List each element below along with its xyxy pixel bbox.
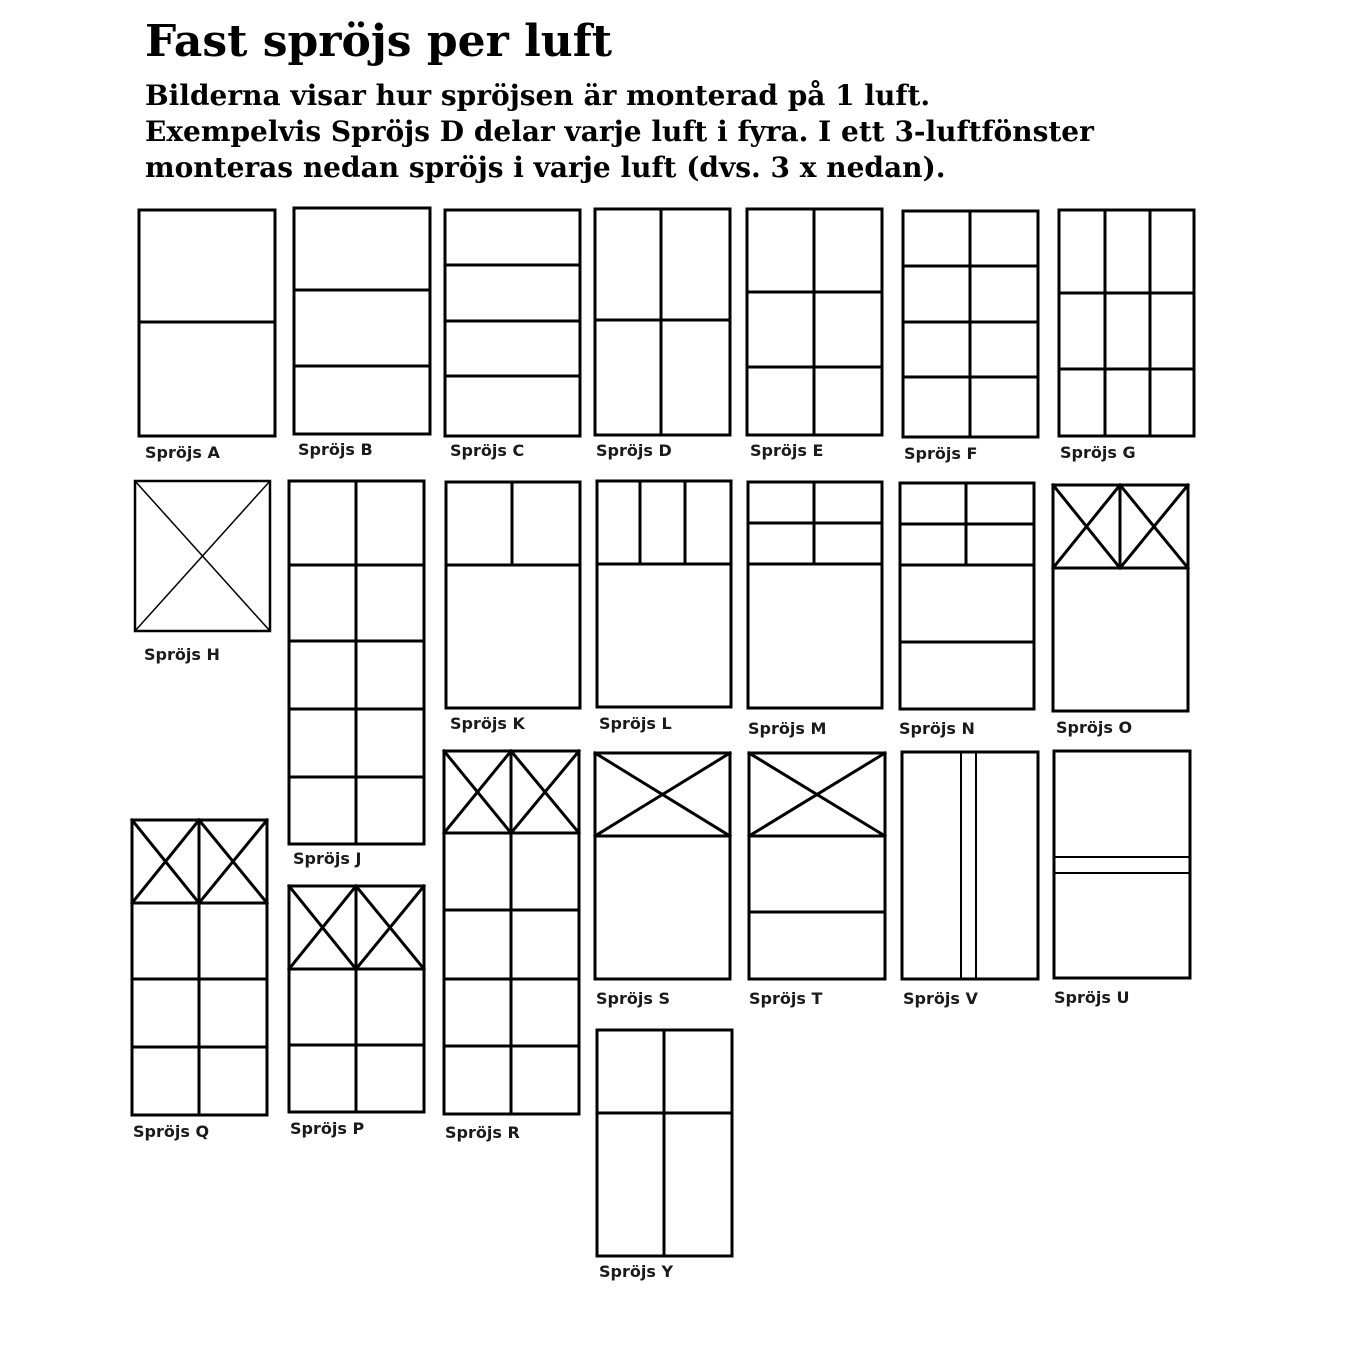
- window-sprojs-t: [749, 753, 885, 979]
- window-sprojs-h: [135, 481, 270, 631]
- label-sprojs-v: Spröjs V: [903, 989, 978, 1008]
- window-sprojs-v: [902, 752, 1038, 979]
- label-sprojs-r: Spröjs R: [445, 1123, 520, 1142]
- label-sprojs-f: Spröjs F: [904, 444, 978, 463]
- window-sprojs-n: [900, 483, 1034, 709]
- label-sprojs-s: Spröjs S: [596, 989, 670, 1008]
- label-sprojs-j: Spröjs J: [293, 849, 362, 868]
- label-sprojs-k: Spröjs K: [450, 714, 525, 733]
- description-line-1: Bilderna visar hur spröjsen är monterad på 1 luft.: [145, 79, 931, 112]
- window-sprojs-l: [597, 481, 731, 707]
- window-sprojs-c: [445, 210, 580, 436]
- description-line-3: monteras nedan spröjs i varje luft (dvs. 3 x nedan).: [145, 151, 946, 184]
- window-sprojs-j: [289, 481, 424, 844]
- label-sprojs-u: Spröjs U: [1054, 988, 1130, 1007]
- label-sprojs-g: Spröjs G: [1060, 443, 1136, 462]
- description-line-2: Exempelvis Spröjs D delar varje luft i fyra. I ett 3-luftfönster: [145, 115, 1094, 148]
- label-sprojs-o: Spröjs O: [1056, 718, 1133, 737]
- label-sprojs-q: Spröjs Q: [133, 1122, 210, 1141]
- window-sprojs-f: [903, 211, 1038, 437]
- window-sprojs-m: [748, 482, 882, 708]
- window-sprojs-e: [747, 209, 882, 435]
- window-sprojs-p: [289, 886, 424, 1112]
- window-sprojs-k: [446, 482, 580, 708]
- label-sprojs-m: Spröjs M: [748, 719, 827, 738]
- label-sprojs-t: Spröjs T: [749, 989, 823, 1008]
- label-sprojs-c: Spröjs C: [450, 441, 525, 460]
- window-sprojs-g: [1059, 210, 1194, 436]
- window-sprojs-u: [1054, 751, 1190, 978]
- window-sprojs-a: [139, 210, 275, 436]
- window-sprojs-y: [597, 1030, 732, 1256]
- window-sprojs-b: [294, 208, 430, 434]
- page-title: Fast spröjs per luft: [145, 16, 613, 67]
- label-sprojs-a: Spröjs A: [145, 443, 220, 462]
- label-sprojs-l: Spröjs L: [599, 714, 672, 733]
- window-sprojs-s: [595, 753, 730, 979]
- window-sprojs-o: [1053, 485, 1188, 711]
- label-sprojs-e: Spröjs E: [750, 441, 824, 460]
- window-sprojs-d: [595, 209, 730, 435]
- label-sprojs-n: Spröjs N: [899, 719, 975, 738]
- window-sprojs-q: [132, 820, 267, 1115]
- window-sprojs-r: [444, 751, 579, 1114]
- label-sprojs-d: Spröjs D: [596, 441, 672, 460]
- label-sprojs-p: Spröjs P: [290, 1119, 365, 1138]
- label-sprojs-h: Spröjs H: [144, 645, 220, 664]
- label-sprojs-y: Spröjs Y: [599, 1262, 674, 1281]
- label-sprojs-b: Spröjs B: [298, 440, 373, 459]
